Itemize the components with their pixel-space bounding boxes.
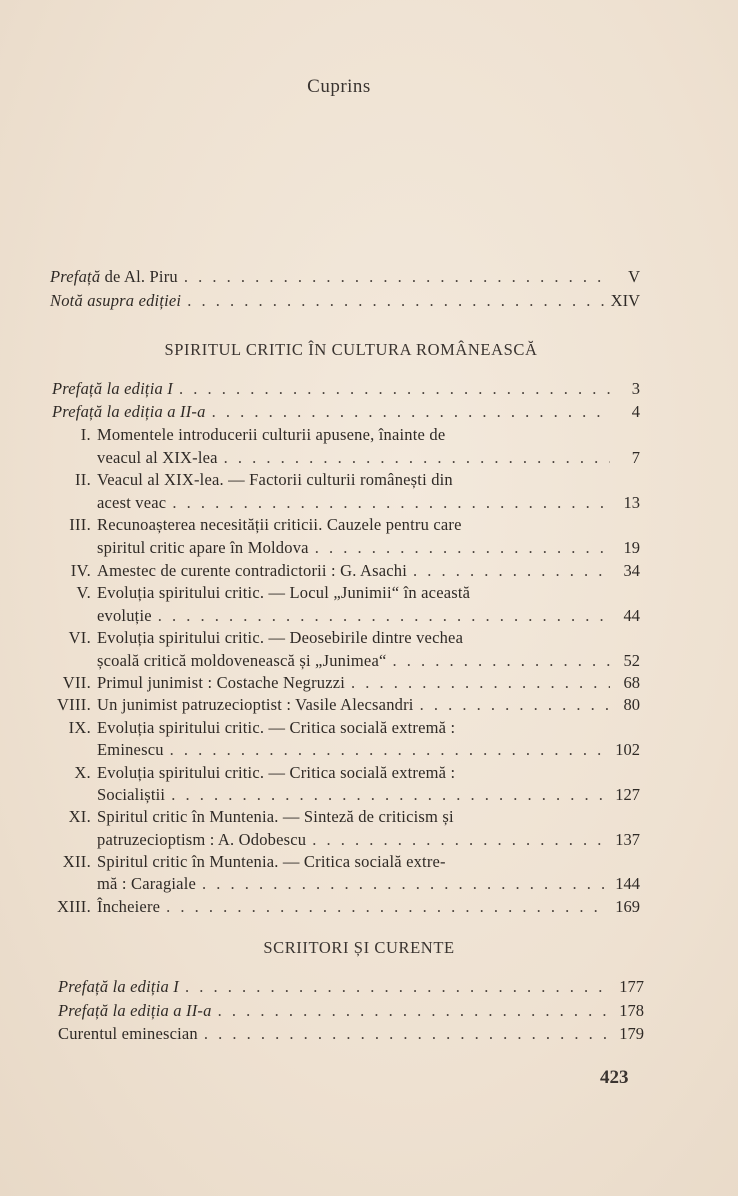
- leader-dots: [179, 378, 610, 400]
- toc-chapter-xii: [50, 851, 640, 873]
- toc-chapter-x: [50, 762, 640, 784]
- toc-chapter-xiii: [50, 896, 640, 918]
- toc-page-number: XIV: [610, 291, 640, 310]
- toc-page-number: 179: [619, 1024, 644, 1043]
- toc-chapter-vi: [50, 627, 640, 649]
- chapter-number: XIII.: [56, 897, 91, 916]
- chapter-number: VIII.: [56, 695, 91, 714]
- toc-chapter-xi: [50, 806, 640, 828]
- chapter-title: Spiritul critic în Muntenia. — Critica socială extre-: [97, 852, 446, 871]
- toc-page-number: 19: [623, 538, 640, 557]
- toc-entry-s2-preface-2: [58, 1000, 644, 1022]
- leader-dots: [315, 537, 610, 559]
- toc-entry-text: Notă asupra ediției: [50, 291, 182, 310]
- chapter-number: X.: [74, 763, 91, 782]
- chapter-title-cont: spiritul critic apare în Moldova: [97, 538, 309, 557]
- toc-chapter-xii-cont: [97, 873, 640, 895]
- toc-chapter-ii-cont: [97, 492, 640, 514]
- section-heading-spiritul-critic: SPIRITUL CRITIC ÎN CULTURA ROMÂNEASCĂ: [164, 340, 538, 359]
- leader-dots: [204, 1023, 613, 1045]
- chapter-title-cont: Eminescu: [97, 740, 164, 759]
- leader-dots: [166, 896, 609, 918]
- chapter-number: VII.: [62, 673, 91, 692]
- toc-chapter-xi-cont: [97, 829, 640, 851]
- toc-page-number: 127: [615, 785, 640, 804]
- chapter-title-cont: evoluție: [97, 606, 152, 625]
- toc-chapter-i-cont: [97, 447, 640, 469]
- chapter-title: Veacul al XIX-lea. — Factorii culturii românești din: [97, 470, 453, 489]
- leader-dots: [202, 873, 609, 895]
- leader-dots: [184, 266, 610, 288]
- leader-dots: [420, 694, 610, 716]
- chapter-number: I.: [80, 425, 91, 444]
- toc-chapter-i: [50, 424, 640, 446]
- leader-dots: [351, 672, 610, 694]
- chapter-title-cont: școală critică moldovenească și „Junimea“: [97, 651, 387, 670]
- toc-entry-text: Prefață de Al. Piru: [50, 267, 178, 286]
- leader-dots: [172, 492, 610, 514]
- toc-page-number: 3: [631, 379, 640, 398]
- toc-page-number: 169: [615, 897, 640, 916]
- chapter-number: XI.: [68, 807, 91, 826]
- chapter-title: Recunoașterea necesității criticii. Cauzele pentru care: [97, 515, 462, 534]
- chapter-number: II.: [74, 470, 91, 489]
- chapter-title: Spiritul critic în Muntenia. — Sinteză de criticism și: [97, 807, 454, 826]
- leader-dots: [393, 650, 611, 672]
- leader-dots: [171, 784, 609, 806]
- toc-chapter-x-cont: [97, 784, 640, 806]
- chapter-title: Un junimist patruzecioptist : Vasile Alecsandri: [97, 695, 414, 714]
- toc-entry-preface-piru: [50, 266, 640, 288]
- leader-dots: [224, 447, 610, 469]
- leader-dots: [185, 976, 613, 998]
- toc-page-number: 52: [623, 651, 640, 670]
- toc-entry-text: Curentul eminescian: [58, 1024, 198, 1043]
- chapter-number: VI.: [68, 628, 91, 647]
- toc-chapter-ix: [50, 717, 640, 739]
- toc-entry-preface-1: [52, 378, 640, 400]
- toc-entry-curentul-eminescian: [58, 1023, 644, 1045]
- toc-chapter-iii: [50, 514, 640, 536]
- toc-entry-text: Prefață la ediția I: [52, 379, 173, 398]
- toc-entry-text: Prefață la ediția I: [58, 977, 179, 996]
- chapter-title-cont: patruzecioptism : A. Odobescu: [97, 830, 307, 849]
- leader-dots: [212, 401, 610, 423]
- chapter-title-cont: acest veac: [97, 493, 167, 512]
- toc-chapter-iv: [50, 560, 640, 582]
- toc-page-number: 144: [615, 874, 640, 893]
- toc-page-number: 44: [623, 606, 640, 625]
- toc-page-number: 4: [631, 402, 640, 421]
- toc-page-number: 34: [623, 561, 640, 580]
- chapter-title-cont: veacul al XIX-lea: [97, 448, 218, 467]
- leader-dots: [170, 739, 610, 761]
- page-title: Cuprins: [307, 76, 371, 97]
- leader-dots: [218, 1000, 614, 1022]
- leader-dots: [187, 290, 604, 312]
- toc-chapter-vi-cont: [97, 650, 640, 672]
- toc-page-number: 13: [623, 493, 640, 512]
- toc-page-number: 102: [615, 740, 640, 759]
- chapter-title: Încheiere: [97, 897, 161, 916]
- toc-page-number: 68: [623, 673, 640, 692]
- chapter-number: XII.: [62, 852, 91, 871]
- chapter-number: IX.: [68, 718, 91, 737]
- toc-page-number: 178: [619, 1001, 644, 1020]
- chapter-title-cont: mă : Caragiale: [97, 874, 197, 893]
- toc-entry-preface-2: [52, 401, 640, 423]
- toc-chapter-ix-cont: [97, 739, 640, 761]
- toc-chapter-vii: [50, 672, 640, 694]
- chapter-title: Momentele introducerii culturii apusene, înainte de: [97, 425, 446, 444]
- toc-chapter-v: [50, 582, 640, 604]
- leader-dots: [312, 829, 609, 851]
- chapter-number: V.: [76, 583, 91, 602]
- toc-entry-text: Prefață la ediția a II-a: [52, 402, 206, 421]
- chapter-title: Evoluția spiritului critic. — Critica socială extremă :: [97, 718, 456, 737]
- toc-page-number: 137: [615, 830, 640, 849]
- chapter-title: Primul junimist : Costache Negruzzi: [97, 673, 346, 692]
- toc-chapter-v-cont: [97, 605, 640, 627]
- toc-chapter-viii: [50, 694, 640, 716]
- toc-page-number: V: [628, 267, 640, 286]
- toc-entry-text: Prefață la ediția a II-a: [58, 1001, 212, 1020]
- toc-entry-s2-preface-1: [58, 976, 644, 998]
- leader-dots: [413, 560, 610, 582]
- chapter-title: Evoluția spiritului critic. — Critica socială extremă :: [97, 763, 456, 782]
- toc-page-number: 80: [623, 695, 640, 714]
- chapter-title: Evoluția spiritului critic. — Deosebirile dintre vechea: [97, 628, 464, 647]
- page-number: 423: [600, 1067, 629, 1088]
- chapter-title: Evoluția spiritului critic. — Locul „Junimii“ în această: [97, 583, 471, 602]
- leader-dots: [158, 605, 610, 627]
- chapter-title: Amestec de curente contradictorii : G. Asachi: [97, 561, 408, 580]
- toc-chapter-iii-cont: [97, 537, 640, 559]
- chapter-number: III.: [69, 515, 91, 534]
- toc-entry-edition-note: [50, 290, 640, 312]
- toc-page-number: 7: [631, 448, 640, 467]
- toc-chapter-ii: [50, 469, 640, 491]
- chapter-number: IV.: [70, 561, 91, 580]
- toc-page-number: 177: [619, 977, 644, 996]
- chapter-title-cont: Socialiștii: [97, 785, 166, 804]
- section-heading-scriitori: SCRIITORI ȘI CURENTE: [263, 938, 455, 957]
